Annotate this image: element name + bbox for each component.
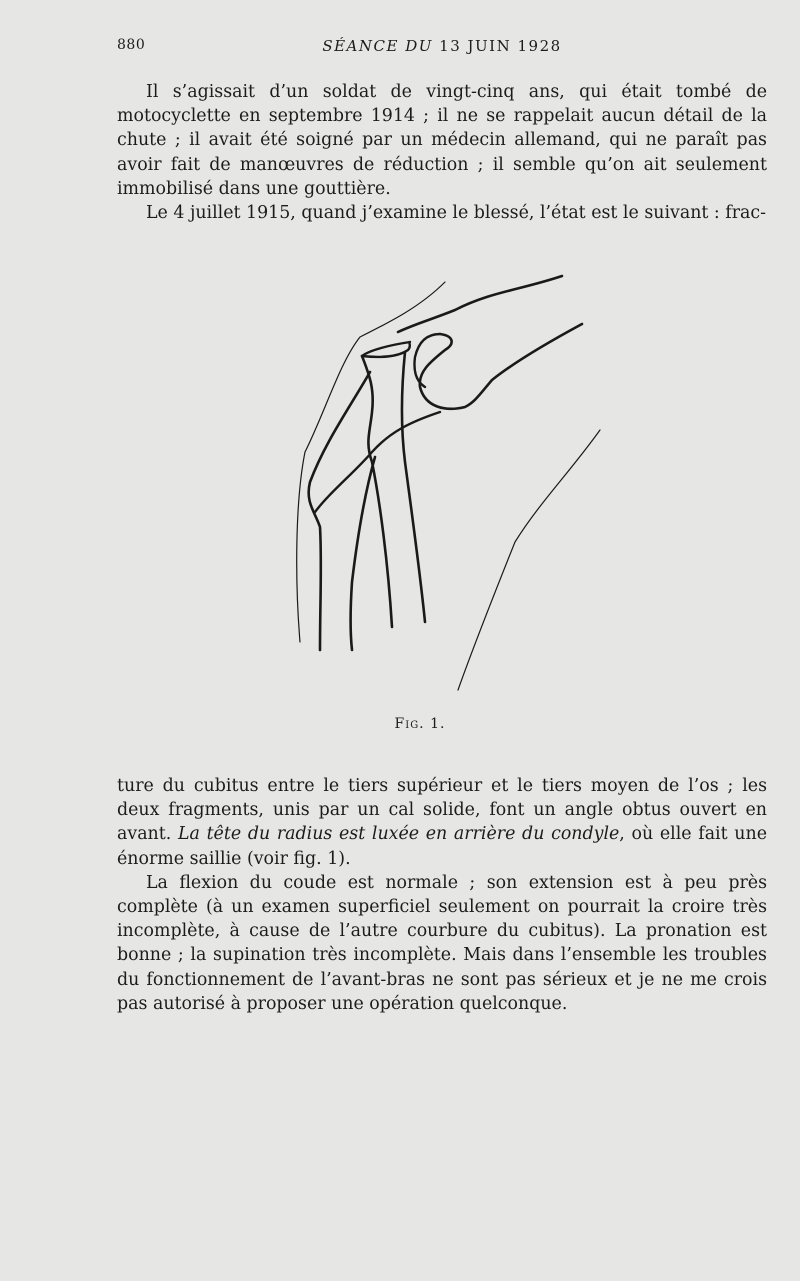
running-title — [117, 37, 767, 55]
figure-caption — [0, 716, 800, 732]
page-number: 880 — [117, 37, 146, 53]
paragraph-text: ture du cubitus entre le tiers supérieur et le tiers moyen de l’os ; les deux fragments, unis par un cal solide, font un angle obtus ouvert en avant. — [117, 776, 767, 845]
capitulum-outline — [414, 334, 440, 387]
elbow-xray-figure — [280, 262, 620, 702]
radial-head — [362, 342, 410, 357]
page-header — [117, 37, 767, 59]
ulna-front — [309, 372, 370, 650]
ulna-shaft — [351, 457, 376, 650]
figure-caption-text: Fig. 1. — [394, 716, 446, 732]
paragraph-continued — [117, 774, 767, 871]
paragraph-text: , où elle fait une énorme saillie (voir fig. 1). — [117, 824, 767, 869]
paragraph: Il s’agissait d’un soldat de vingt-cinq ans, qui était tombé de motocyclette en septembre 1914 ; il ne se rappelait aucun détail de la chute ; il avait été soigné par un médecin allemand, qui ne paraît pas avoir fait de manœuvres de réduction ; il semble qu’on ait seulement immobilisé dans une gouttière. — [117, 82, 767, 199]
text-block-top — [117, 80, 767, 225]
paragraph: Le 4 juillet 1915, quand j’examine le blessé, l’état est le suivant : frac- — [146, 203, 767, 224]
text-block-bottom — [117, 774, 767, 1016]
running-title-text: SÉANCE DU — [322, 37, 433, 55]
humerus-contour-lower — [420, 324, 582, 409]
skin-contour-line-back — [458, 430, 600, 690]
running-title-date: 13 JUIN 1928 — [439, 37, 562, 55]
humerus-contour — [398, 276, 562, 332]
paragraph: La flexion du coude est normale ; son extension est à peu près complète (à un examen superficiel seulement on pourrait la croire très incomplète, à cause de l’autre courbure du cubitus). La pronation est bonne ; la supination très incomplète. Mais dans l’ensemble les troubles du fonctionnement de l’avant-bras ne sont pas sérieux et je ne me crois pas autorisé à proposer une opération quelconque. — [117, 872, 767, 1014]
italic-emphasis: La tête du radius est luxée en arrière du condyle — [177, 824, 620, 845]
